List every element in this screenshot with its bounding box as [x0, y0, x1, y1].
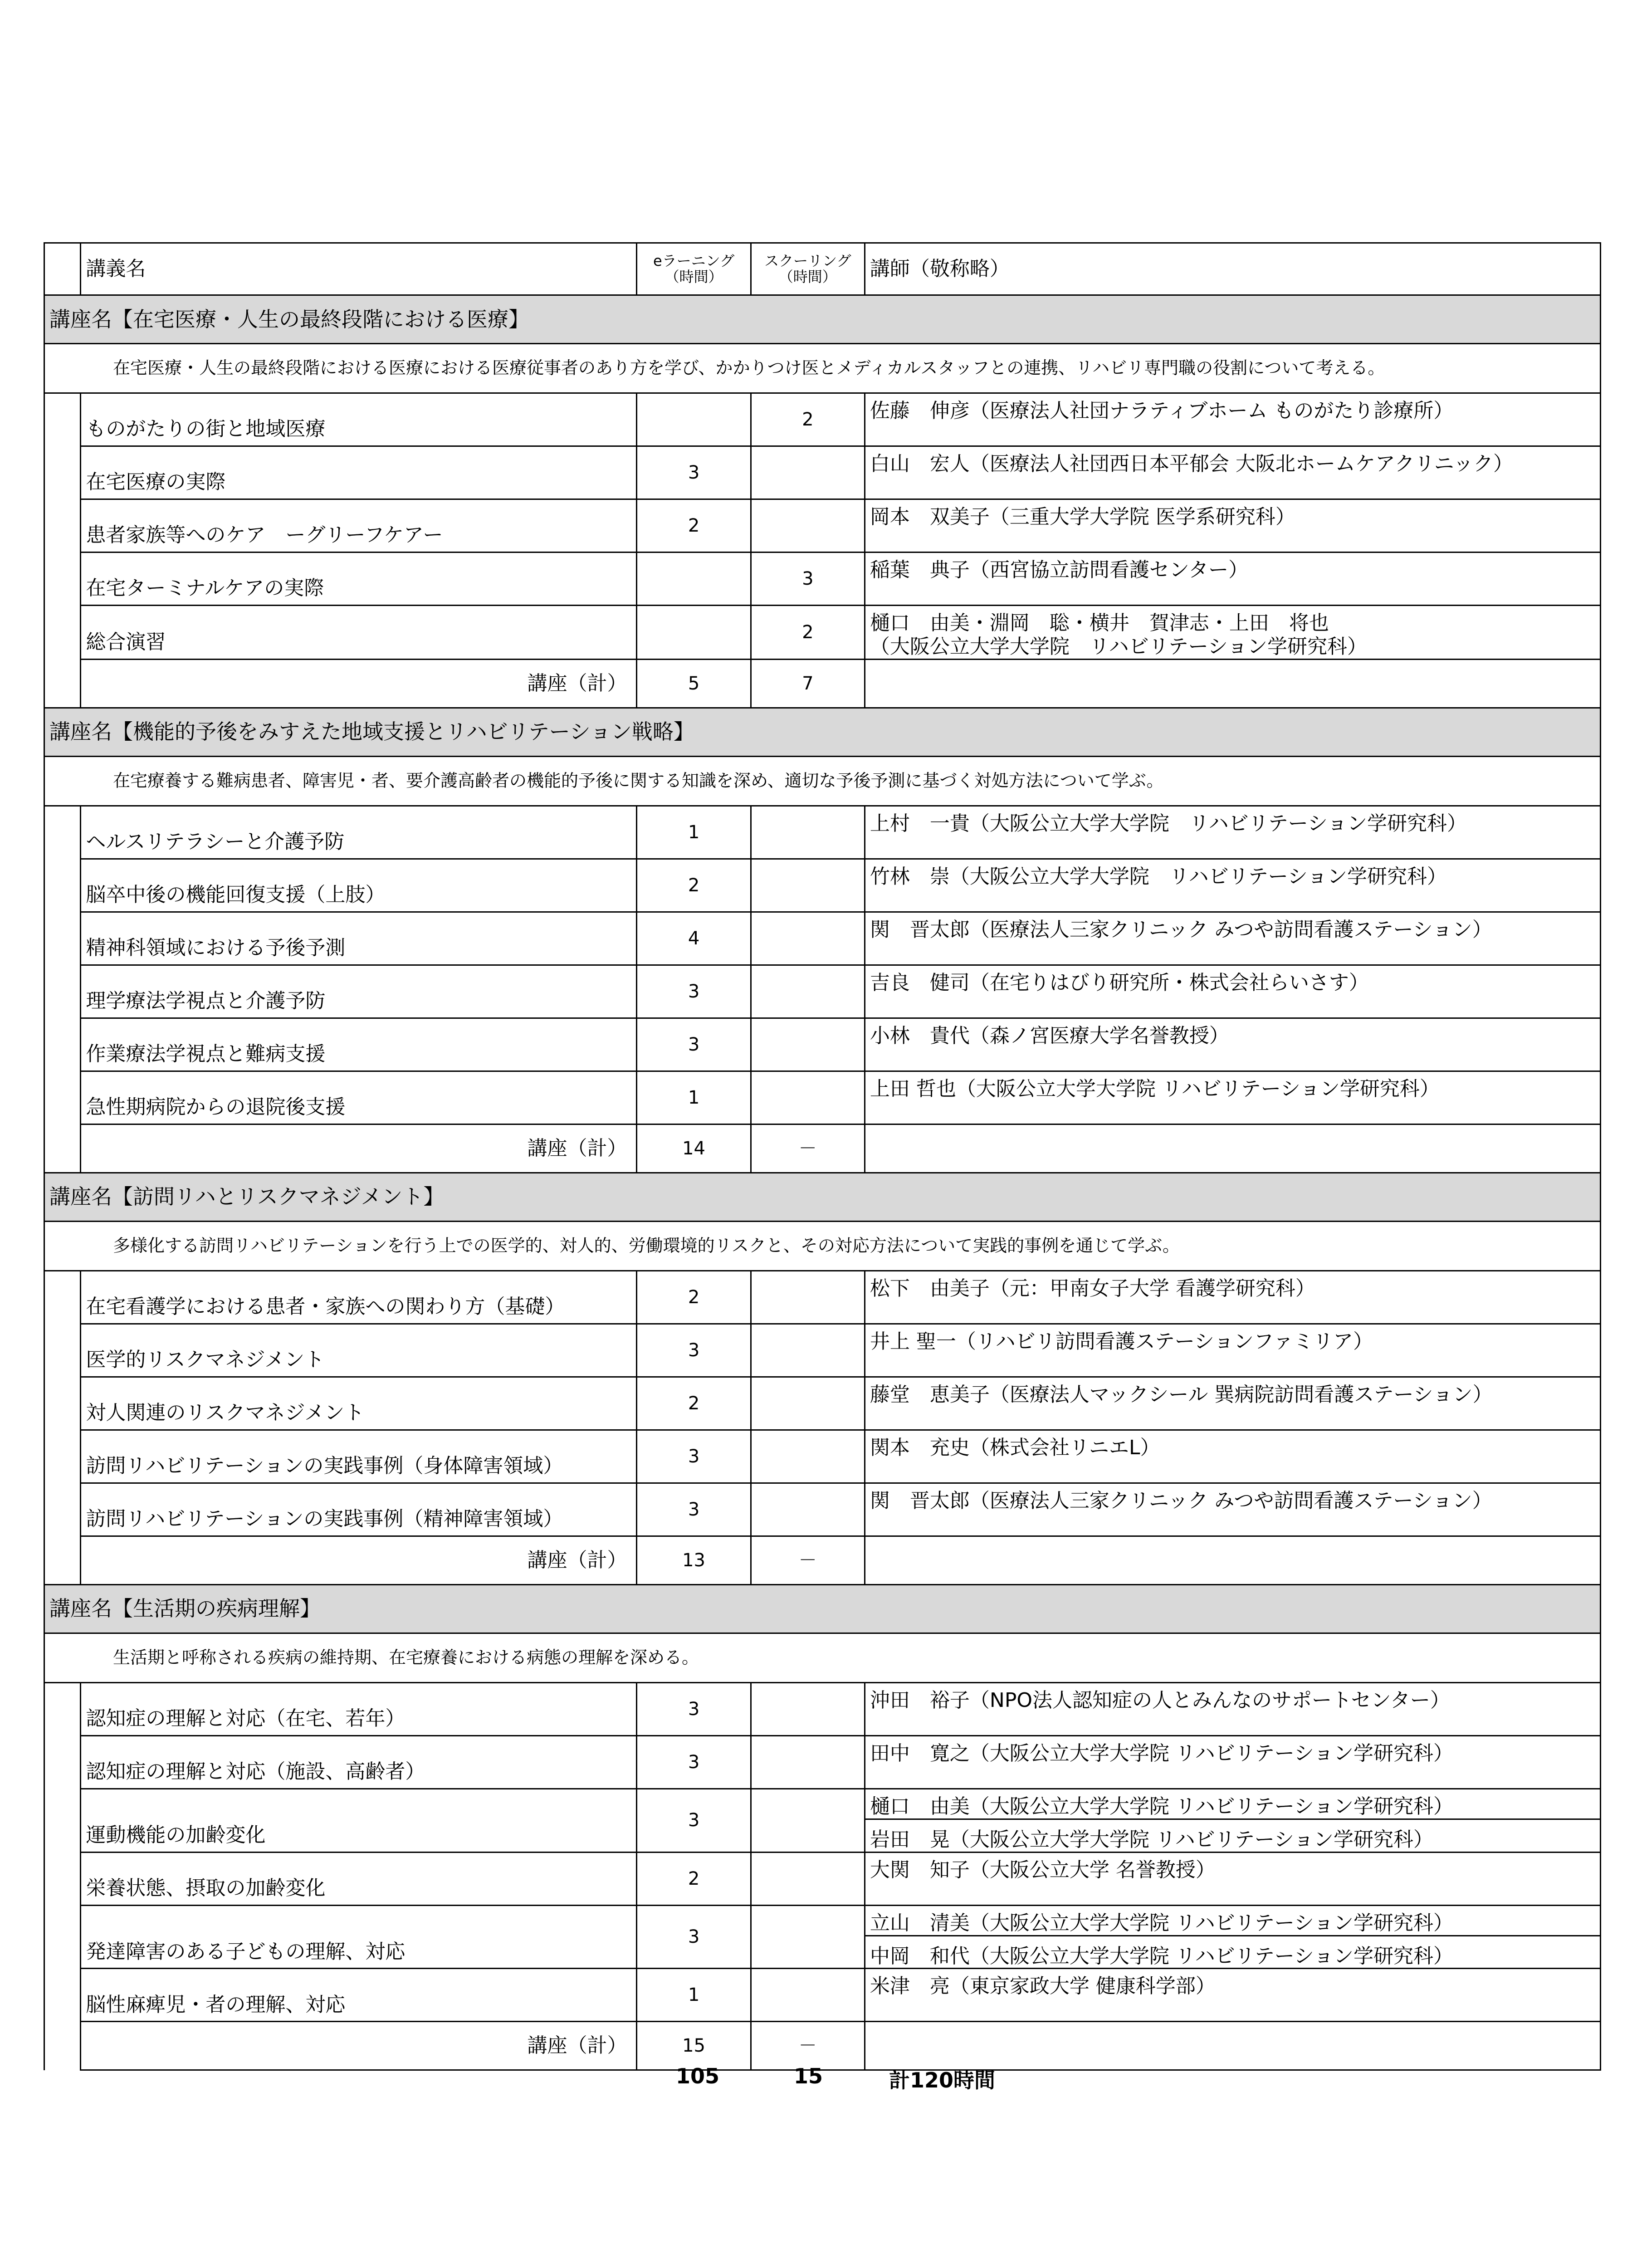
schooling-hours: 3: [751, 552, 865, 606]
instructor-name: 関本 充史（株式会社リニエL）: [870, 1436, 1160, 1459]
total-schooling: 15: [794, 2064, 823, 2088]
instructor-cell: [865, 1789, 1600, 1852]
instructor-cell: [865, 1969, 1600, 2022]
lecture-name: 訪問リハビリテーションの実践事例（身体障害領域）: [81, 1430, 637, 1483]
header-instructor: 講師（敬称略）: [865, 243, 1600, 295]
section-description-row: [44, 1221, 1601, 1271]
instructor-name: 樋口 由美（大阪公立大学大学院 リハビリテーション学研究科）: [870, 1794, 1453, 1818]
course-table: [44, 242, 1601, 2071]
schooling-hours: [751, 1483, 865, 1536]
row-gutter: [44, 1430, 81, 1483]
schooling-hours: 2: [751, 606, 865, 660]
elearning-hours: 3: [637, 1905, 751, 1969]
elearning-hours: 4: [637, 912, 751, 965]
section-title-row: [44, 708, 1601, 756]
lecture-row: [44, 446, 1601, 499]
grand-totals: [0, 2064, 1632, 2096]
instructor-cell: [865, 1071, 1600, 1124]
row-gutter: [44, 1735, 81, 1789]
instructor-name: 佐藤 伸彦（医療法人社団ナラティブホーム ものがたり診療所）: [870, 399, 1454, 422]
instructor-name: 松下 由美子（元：甲南女子大学 看護学研究科）: [870, 1276, 1315, 1300]
row-gutter: [44, 1789, 81, 1852]
schooling-hours: [751, 499, 865, 552]
section-sum-label: 講座（計）: [81, 659, 637, 708]
instructor-cell: [865, 606, 1600, 660]
header-elearning: eラーニング （時間）: [637, 243, 751, 295]
instructor-cell: [865, 1735, 1600, 1789]
section-sum-label: 講座（計）: [81, 1536, 637, 1584]
lecture-row: [44, 1735, 1601, 1789]
instructor-cell: [865, 499, 1600, 552]
row-gutter: [44, 1905, 81, 1969]
instructor-name: 竹林 崇（大阪公立大学大学院 リハビリテーション学研究科）: [870, 865, 1447, 888]
lecture-name: 脳卒中後の機能回復支援（上肢）: [81, 859, 637, 912]
lecture-name: 認知症の理解と対応（在宅、若年）: [81, 1682, 637, 1735]
section-sum-blank: [865, 659, 1600, 708]
lecture-name: 訪問リハビリテーションの実践事例（精神障害領域）: [81, 1483, 637, 1536]
elearning-hours: 3: [637, 1789, 751, 1852]
instructor-name: 中岡 和代（大阪公立大学大学院 リハビリテーション学研究科）: [865, 1935, 1600, 1968]
header-course-name: 講義名: [81, 243, 637, 295]
lecture-name: 患者家族等へのケア ーグリーフケアー: [81, 499, 637, 552]
instructor-cell: [865, 1905, 1600, 1969]
row-gutter: [44, 552, 81, 606]
elearning-hours: 3: [637, 1735, 751, 1789]
row-gutter: [44, 393, 81, 446]
schooling-hours: 2: [751, 393, 865, 446]
elearning-hours: [637, 552, 751, 606]
instructor-cell: [865, 1682, 1600, 1735]
instructor-cell: [865, 806, 1600, 859]
section-sum-row: [44, 1536, 1601, 1584]
schooling-hours: [751, 1271, 865, 1324]
instructor-cell: [865, 1852, 1600, 1905]
elearning-hours: 2: [637, 1377, 751, 1430]
section-description-row: [44, 344, 1601, 393]
instructor-cell: [865, 912, 1600, 965]
lecture-name: 精神科領域における予後予測: [81, 912, 637, 965]
lecture-name: 在宅ターミナルケアの実際: [81, 552, 637, 606]
elearning-hours: 2: [637, 859, 751, 912]
row-gutter: [44, 965, 81, 1018]
lecture-row: [44, 1483, 1601, 1536]
instructor-name: 小林 貴代（森ノ宮医療大学名誉教授）: [870, 1024, 1229, 1047]
lecture-row: [44, 393, 1601, 446]
row-gutter: [44, 1271, 81, 1324]
row-gutter: [44, 1536, 81, 1584]
instructor-cell: [865, 1377, 1600, 1430]
instructor-name: 白山 宏人（医療法人社団西日本平郁会 大阪北ホームケアクリニック）: [870, 452, 1513, 475]
row-gutter: [44, 446, 81, 499]
instructor-name: 立山 清美（大阪公立大学大学院 リハビリテーション学研究科）: [870, 1911, 1453, 1935]
schooling-hours: [751, 1905, 865, 1969]
instructor-name: 関 晋太郎（医療法人三家クリニック みつや訪問看護ステーション）: [870, 1489, 1492, 1512]
section-sum-schooling: －: [751, 1536, 865, 1584]
lecture-name: 理学療法学視点と介護予防: [81, 965, 637, 1018]
schooling-hours: [751, 1377, 865, 1430]
section-sum-blank: [865, 2022, 1600, 2070]
lecture-row: [44, 1969, 1601, 2022]
schooling-hours: [751, 859, 865, 912]
instructor-cell: [865, 393, 1600, 446]
instructor-name: 関 晋太郎（医療法人三家クリニック みつや訪問看護ステーション）: [870, 918, 1492, 941]
section-sum-elearning: 15: [637, 2022, 751, 2070]
elearning-hours: 2: [637, 1271, 751, 1324]
lecture-row: [44, 1018, 1601, 1071]
instructor-cell: [865, 1324, 1600, 1377]
schooling-hours: [751, 1789, 865, 1852]
elearning-hours: 1: [637, 1969, 751, 2022]
instructor-name: 上田 哲也（大阪公立大学大学院 リハビリテーション学研究科）: [870, 1077, 1440, 1100]
schooling-hours: [751, 1969, 865, 2022]
section-sum-row: [44, 659, 1601, 708]
elearning-hours: 1: [637, 1071, 751, 1124]
lecture-row: [44, 606, 1601, 660]
schooling-hours: [751, 446, 865, 499]
schooling-hours: [751, 806, 865, 859]
instructor-name: 上村 一貴（大阪公立大学大学院 リハビリテーション学研究科）: [870, 811, 1467, 835]
section-sum-blank: [865, 1536, 1600, 1584]
section-description-row: [44, 1633, 1601, 1682]
row-gutter: [44, 1324, 81, 1377]
section-title: 講座名【生活期の疾病理解】: [44, 1584, 1601, 1633]
instructor-name: 岡本 双美子（三重大学大学院 医学系研究科）: [870, 505, 1295, 528]
lecture-row: [44, 1430, 1601, 1483]
instructor-cell: [865, 1430, 1600, 1483]
instructor-cell: [865, 1483, 1600, 1536]
elearning-hours: 3: [637, 1324, 751, 1377]
lecture-name: 在宅看護学における患者・家族への関わり方（基礎）: [81, 1271, 637, 1324]
instructor-cell: [865, 859, 1600, 912]
lecture-row: [44, 499, 1601, 552]
lecture-row: [44, 859, 1601, 912]
header-schooling: スクーリング （時間）: [751, 243, 865, 295]
elearning-hours: 2: [637, 499, 751, 552]
row-gutter: [44, 912, 81, 965]
section-description-row: [44, 756, 1601, 806]
row-gutter: [44, 1852, 81, 1905]
row-gutter: [44, 1071, 81, 1124]
elearning-hours: 3: [637, 446, 751, 499]
elearning-hours: 3: [637, 1018, 751, 1071]
row-gutter: [44, 1018, 81, 1071]
section-title-row: [44, 1173, 1601, 1221]
section-description: 生活期と呼称される疾病の維持期、在宅療養における病態の理解を深める。: [44, 1633, 1601, 1682]
instructor-name: 藤堂 恵美子（医療法人マックシール 巽病院訪問看護ステーション）: [870, 1383, 1493, 1406]
schooling-hours: [751, 1071, 865, 1124]
section-title-row: [44, 1584, 1601, 1633]
row-gutter: [44, 499, 81, 552]
elearning-hours: 2: [637, 1852, 751, 1905]
schooling-hours: [751, 912, 865, 965]
instructor-name: 沖田 裕子（NPO法人認知症の人とみんなのサポートセンター）: [870, 1688, 1450, 1712]
section-sum-label: 講座（計）: [81, 2022, 637, 2070]
row-gutter: [44, 2022, 81, 2070]
header-gutter: [44, 243, 81, 295]
lecture-row: [44, 1271, 1601, 1324]
lecture-name: 総合演習: [81, 606, 637, 660]
instructor-cell: [865, 552, 1600, 606]
schooling-hours: [751, 965, 865, 1018]
lecture-name: 脳性麻痺児・者の理解、対応: [81, 1969, 637, 2022]
section-description: 在宅療養する難病患者、障害児・者、要介護高齢者の機能的予後に関する知識を深め、適切な予後予測に基づく対処方法について学ぶ。: [44, 756, 1601, 806]
row-gutter: [44, 659, 81, 708]
instructor-cell: [865, 965, 1600, 1018]
instructor-name: 稲葉 典子（西宮協立訪問看護センター）: [870, 558, 1249, 582]
total-elearning: 105: [676, 2064, 720, 2088]
lecture-name: 医学的リスクマネジメント: [81, 1324, 637, 1377]
lecture-row: [44, 1071, 1601, 1124]
schooling-hours: [751, 1852, 865, 1905]
row-gutter: [44, 1969, 81, 2022]
section-description: 在宅医療・人生の最終段階における医療における医療従事者のあり方を学び、かかりつけ医とメディカルスタッフとの連携、リハビリ専門職の役割について考える。: [44, 344, 1601, 393]
lecture-name: 作業療法学視点と難病支援: [81, 1018, 637, 1071]
section-description: 多様化する訪問リハビリテーションを行う上での医学的、対人的、労働環境的リスクと、その対応方法について実践的事例を通じて学ぶ。: [44, 1221, 1601, 1271]
section-sum-label: 講座（計）: [81, 1124, 637, 1173]
section-sum-schooling: －: [751, 2022, 865, 2070]
lecture-row: [44, 1905, 1601, 1969]
section-title: 講座名【機能的予後をみすえた地域支援とリハビリテーション戦略】: [44, 708, 1601, 756]
instructor-cell: [865, 446, 1600, 499]
lecture-name: 発達障害のある子どもの理解、対応: [81, 1905, 637, 1969]
lecture-row: [44, 552, 1601, 606]
header-row: [44, 243, 1601, 295]
lecture-name: 在宅医療の実際: [81, 446, 637, 499]
lecture-name: ものがたりの街と地域医療: [81, 393, 637, 446]
elearning-hours: 3: [637, 1682, 751, 1735]
elearning-hours: 1: [637, 806, 751, 859]
lecture-row: [44, 1682, 1601, 1735]
lecture-name: 認知症の理解と対応（施設、高齢者）: [81, 1735, 637, 1789]
section-sum-elearning: 5: [637, 659, 751, 708]
schooling-hours: [751, 1430, 865, 1483]
section-sum-blank: [865, 1124, 1600, 1173]
section-sum-elearning: 14: [637, 1124, 751, 1173]
row-gutter: [44, 1124, 81, 1173]
lecture-name: 対人関連のリスクマネジメント: [81, 1377, 637, 1430]
lecture-name: 運動機能の加齢変化: [81, 1789, 637, 1852]
section-title: 講座名【訪問リハとリスクマネジメント】: [44, 1173, 1601, 1221]
lecture-name: 栄養状態、摂取の加齢変化: [81, 1852, 637, 1905]
section-sum-row: [44, 2022, 1601, 2070]
instructor-name: 米津 亮（東京家政大学 健康科学部）: [870, 1975, 1216, 1998]
row-gutter: [44, 859, 81, 912]
instructor-name: 大関 知子（大阪公立大学 名誉教授）: [870, 1858, 1216, 1882]
elearning-hours: 3: [637, 1483, 751, 1536]
schooling-hours: [751, 1018, 865, 1071]
row-gutter: [44, 606, 81, 660]
schooling-hours: [751, 1735, 865, 1789]
elearning-hours: 3: [637, 965, 751, 1018]
instructor-name: 田中 寛之（大阪公立大学大学院 リハビリテーション学研究科）: [870, 1741, 1453, 1765]
lecture-row: [44, 806, 1601, 859]
lecture-name: 急性期病院からの退院後支援: [81, 1071, 637, 1124]
lecture-row: [44, 1789, 1601, 1852]
instructor-cell: [865, 1018, 1600, 1071]
lecture-row: [44, 912, 1601, 965]
section-title-row: [44, 295, 1601, 344]
section-sum-schooling: －: [751, 1124, 865, 1173]
section-sum-schooling: 7: [751, 659, 865, 708]
section-sum-elearning: 13: [637, 1536, 751, 1584]
schooling-hours: [751, 1682, 865, 1735]
schooling-hours: [751, 1324, 865, 1377]
instructor-name: 吉良 健司（在宅りはびり研究所・株式会社らいさす）: [870, 971, 1369, 994]
instructor-cell: [865, 1271, 1600, 1324]
instructor-name: 岩田 晃（大阪公立大学大学院 リハビリテーション学研究科）: [865, 1818, 1600, 1852]
elearning-hours: [637, 393, 751, 446]
lecture-name: ヘルスリテラシーと介護予防: [81, 806, 637, 859]
elearning-hours: 3: [637, 1430, 751, 1483]
lecture-row: [44, 1852, 1601, 1905]
row-gutter: [44, 1682, 81, 1735]
instructor-name: 井上 聖一（リハビリ訪問看護ステーションファミリア）: [870, 1330, 1373, 1353]
lecture-row: [44, 965, 1601, 1018]
elearning-hours: [637, 606, 751, 660]
lecture-row: [44, 1377, 1601, 1430]
section-sum-row: [44, 1124, 1601, 1173]
row-gutter: [44, 1377, 81, 1430]
row-gutter: [44, 1483, 81, 1536]
instructor-name: 樋口 由美・淵岡 聡・横井 賀津志・上田 将也 （大阪公立大学大学院 リハビリテーション学研究科）: [870, 611, 1367, 658]
total-hours: 計120時間: [889, 2068, 996, 2092]
lecture-row: [44, 1324, 1601, 1377]
row-gutter: [44, 806, 81, 859]
section-title: 講座名【在宅医療・人生の最終段階における医療】: [44, 295, 1601, 344]
